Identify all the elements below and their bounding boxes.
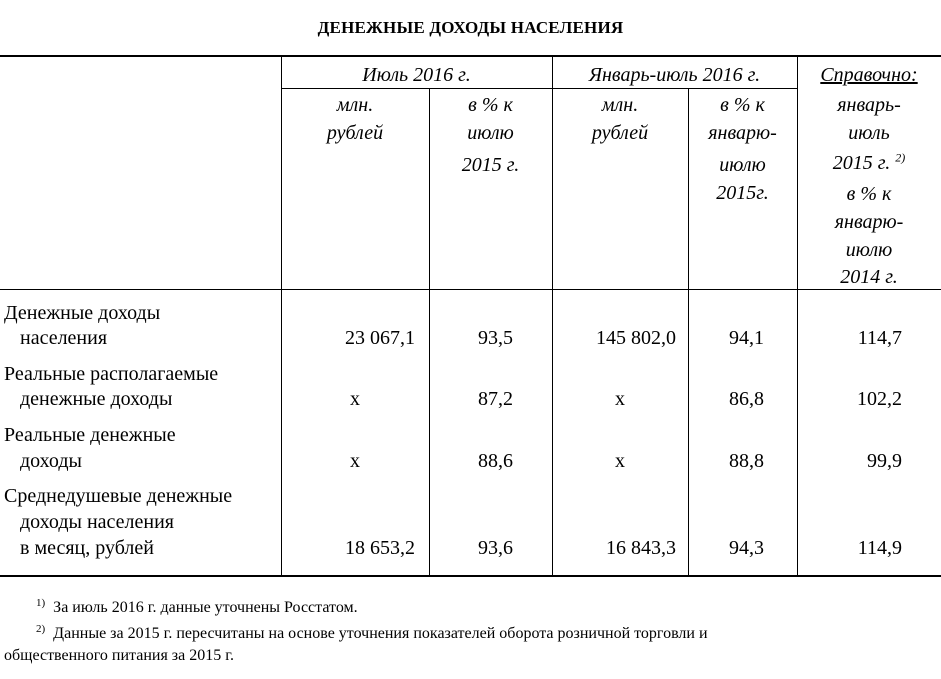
cell-value: 16 843,3 [606, 537, 676, 559]
page-title: ДЕНЕЖНЫЕ ДОХОДЫ НАСЕЛЕНИЯ [317, 18, 624, 37]
cell-value: х [615, 450, 625, 472]
cell-value: 23 067,1 [345, 327, 415, 349]
cell-value: 93,5 [478, 327, 513, 349]
footnote-ref-2: 2) [895, 150, 906, 165]
cell-value: 18 653,2 [345, 537, 415, 559]
footnote-mark: 2) [36, 623, 46, 635]
cell-value: 94,3 [729, 537, 764, 559]
cell-value: 88,6 [478, 450, 513, 472]
table-top-rule [0, 55, 941, 57]
cell-value: х [350, 388, 360, 410]
row-label: Реальные располагаемые [4, 363, 219, 385]
row-label: Денежные доходы [4, 302, 161, 324]
cell-value: 93,6 [478, 537, 513, 559]
cell-value: 87,2 [478, 388, 513, 410]
cell-value: 114,9 [857, 537, 902, 559]
cell-value: 114,7 [857, 327, 902, 349]
cell-value: 94,1 [729, 327, 764, 349]
header-group-rule [281, 88, 797, 89]
row-label: Среднедушевые денежные [4, 485, 233, 507]
footnote-mark: 1) [36, 597, 46, 609]
cell-value: 99,9 [867, 450, 902, 472]
footnote-2-continued: общественного питания за 2015 г. [4, 647, 234, 664]
header-group-reference: Справочно: [820, 64, 918, 86]
header-group-july-2016: Июль 2016 г. [362, 64, 471, 86]
cell-value: 88,8 [729, 450, 764, 472]
row-label: Реальные денежные [4, 424, 176, 446]
table-bottom-rule [0, 575, 941, 577]
cell-value: х [350, 450, 360, 472]
cell-value: 102,2 [857, 388, 902, 410]
cell-value: х [615, 388, 625, 410]
footnote-2: $^{2)}$ Данные за 2015 г. пересчитаны на основе уточнения показателей оборота розничной торговли и [36, 623, 708, 642]
footnote-1: $^{1)}$ За июль 2016 г. данные уточнены Росстатом. [36, 597, 358, 616]
header-group-jan-jul-2016: Январь-июль 2016 г. [588, 64, 761, 86]
cell-value: 145 802,0 [596, 327, 676, 349]
cell-value: 86,8 [729, 388, 764, 410]
